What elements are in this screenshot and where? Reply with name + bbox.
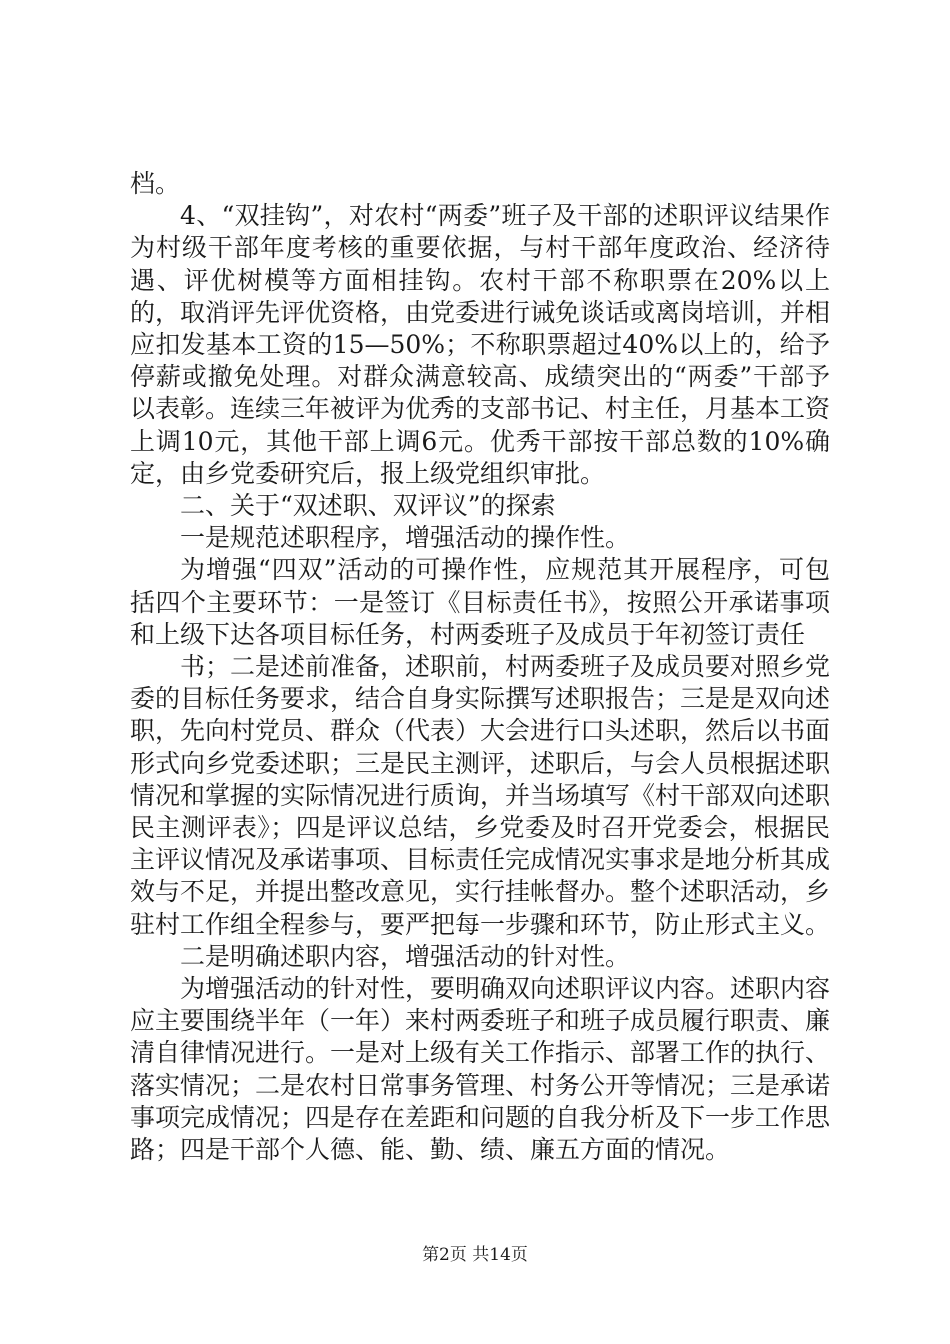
page-number-footer: 第2页 共14页 <box>422 1245 528 1265</box>
subheading-1: 一是规范述职程序，增强活动的操作性。 <box>180 523 631 553</box>
paragraph-2: 4、“双挂钩”，对农村“两委”班子及干部的述职评议结果作为村级干部年度考核的重要依据，与村干部年度政治、经济待遇、评优树模等方面相挂钩。农村干部不称职票在20%以上的，取消评先评优资格，由党委进行诫免谈话或离岗培训，并相应扣发基本工资的15—50%；不称职票超过40%以上的，给予停薪或撤免处理。对群众满意较高、成绩突出的“两委”干部予以表彰。连续三年被评为优秀的支部书记、村主任，月基本工资上调10元，其他干部上调6元。优秀干部按干部总数的10%确定，由乡党委研究后，报上级党组织审批。 <box>130 201 831 488</box>
paragraph-4: 书；二是述前准备，述职前，村两委班子及成员要对照乡党委的目标任务要求，结合自身实际撰写述职报告；三是是双向述职，先向村党员、群众（代表）大会进行口头述职，然后以书面形式向乡党委述职；三是民主测评，述职后，与会人员根据述职情况和掌握的实际情况进行质询，并当场填写《村干部双向述职民主测评表》；四是评议总结，乡党委及时召开党委会，根据民主评议情况及承诺事项、目标责任完成情况实事求是地分析其成效与不足，并提出整改意见，实行挂帐督办。整个述职活动，乡驻村工作组全程参与，要严把每一步骤和环节，防止形式主义。 <box>130 652 831 939</box>
section-heading: 二、关于“双述职、双评议”的探索 <box>180 491 556 521</box>
paragraph-1: 档。 <box>130 169 181 198</box>
paragraph-3: 为增强“四双”活动的可操作性，应规范其开展程序，可包括四个主要环节：一是签订《目标责任书》，按照公开承诺事项和上级下达各项目标任务，村两委班子及成员于年初签订责任 <box>130 555 830 649</box>
subheading-2: 二是明确述职内容，增强活动的针对性。 <box>180 941 631 971</box>
paragraph-5: 为增强活动的针对性，要明确双向述职评议内容。述职内容应主要围绕半年（一年）来村两委班子和班子成员履行职责、廉清自律情况进行。一是对上级有关工作指示、部署工作的执行、落实情况；二是农村日常事务管理、村务公开等情况；三是承诺事项完成情况；四是存在差距和问题的自我分析及下一步工作思路；四是干部个人德、能、勤、绩、廉五方面的情况。 <box>130 974 831 1165</box>
document-body <box>130 168 830 1166</box>
